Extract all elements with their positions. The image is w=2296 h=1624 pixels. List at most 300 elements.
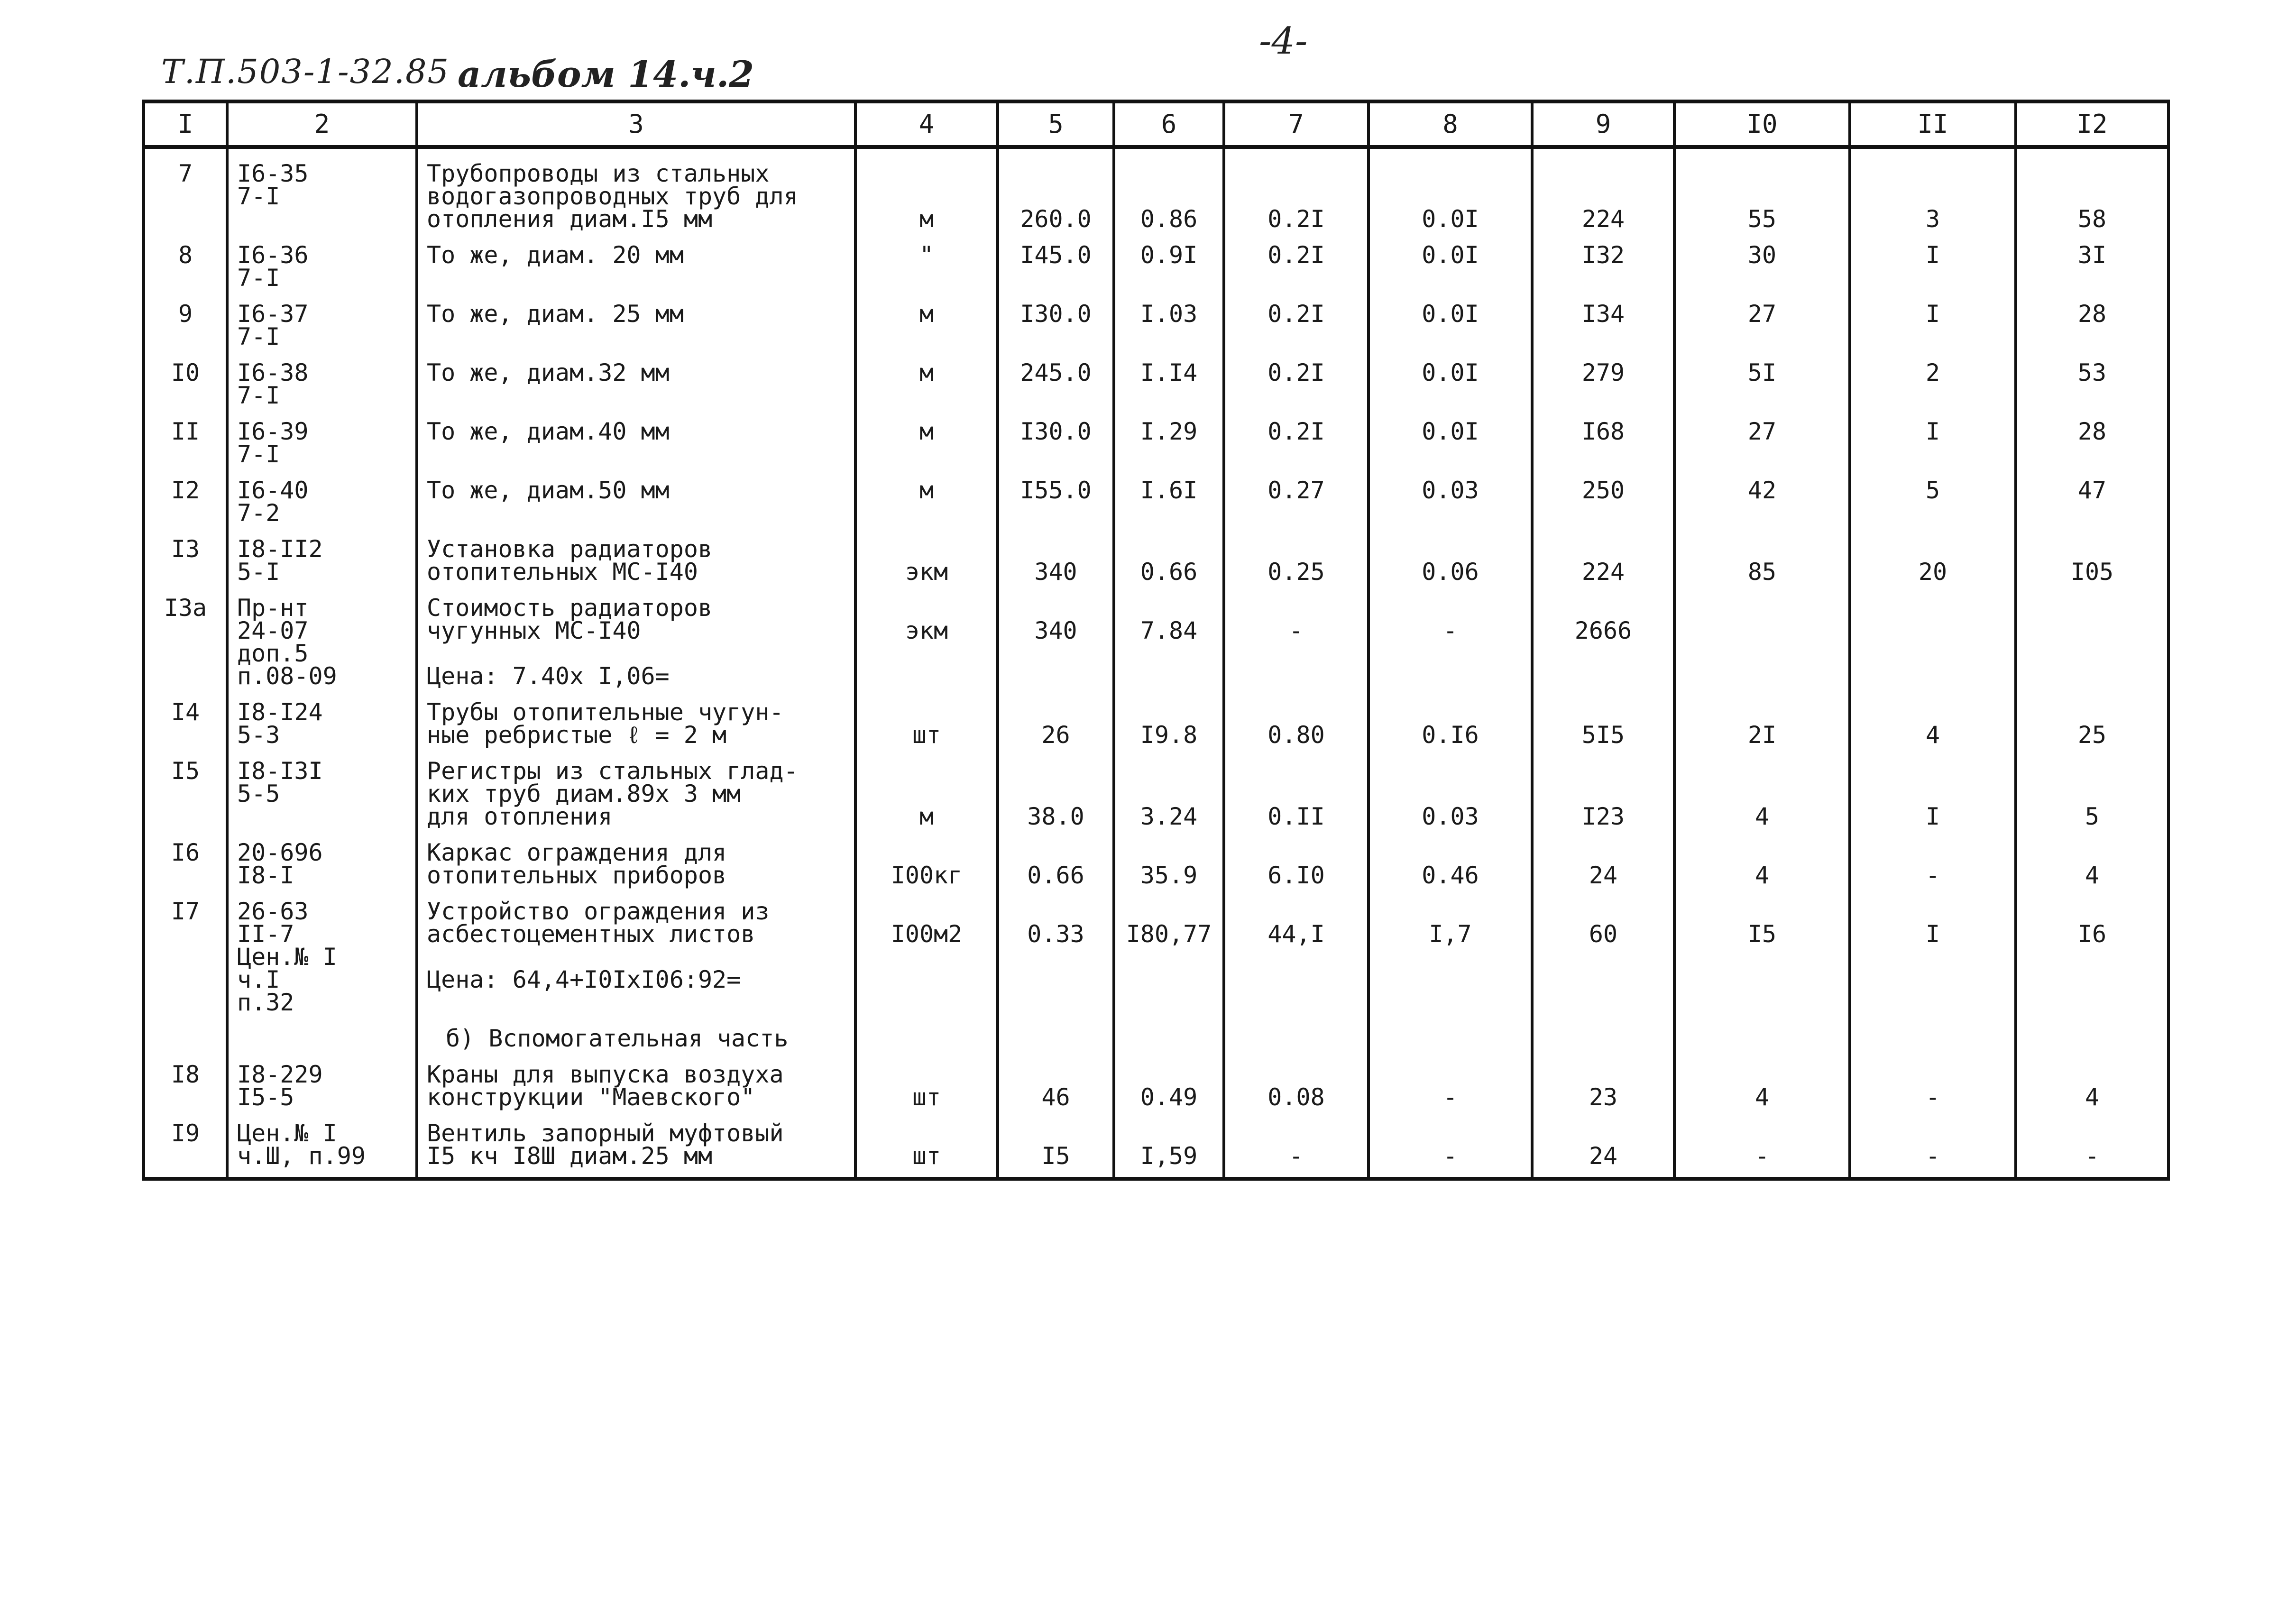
- value-c9: 5I5: [1581, 721, 1625, 749]
- cell-value: [1114, 688, 1224, 749]
- cell-value: [1532, 348, 1674, 407]
- column-header: I2: [2016, 101, 2168, 147]
- code-line: Цен.№ I: [237, 1119, 337, 1147]
- code-line: ч.Ш, п.99: [237, 1142, 366, 1170]
- value-c9: 24: [1589, 1142, 1618, 1170]
- cell-value: [2016, 583, 2168, 688]
- cell-description: [417, 147, 855, 233]
- cell-value: [1674, 688, 1850, 749]
- value-c12: 3I: [2077, 241, 2107, 269]
- value-c7: 0.II: [1267, 803, 1325, 830]
- code-line: п.32: [237, 989, 294, 1016]
- value-c8: 0.0I: [1422, 205, 1479, 233]
- description-line: То же, диам. 25 мм: [427, 300, 684, 328]
- cell-value: [1850, 524, 2016, 586]
- value-c9: 24: [1589, 862, 1618, 889]
- cell-value: [2016, 688, 2168, 749]
- table-row: [144, 466, 2168, 524]
- cell-value: [2016, 746, 2168, 828]
- table-row: [144, 1050, 2168, 1109]
- cell-value: [1850, 407, 2016, 466]
- value-c8: -: [1443, 1142, 1458, 1170]
- value-c12: 53: [2077, 359, 2107, 386]
- section-title: б) Вспомогательная часть: [446, 1025, 789, 1052]
- cell-number: [144, 828, 227, 887]
- cell-value: [1850, 828, 2016, 887]
- cell-value: [1224, 1050, 1368, 1109]
- cell-description: [417, 1014, 855, 1050]
- estimate-table: [142, 100, 2170, 1181]
- value-c6: 35.9: [1140, 862, 1198, 889]
- value-c5: 260.0: [1020, 205, 1092, 233]
- value-c5: I30.0: [1020, 418, 1092, 445]
- table-row: [144, 828, 2168, 887]
- cell-number: [144, 407, 227, 466]
- cell-value: [1674, 887, 1850, 1014]
- column-header: 6: [1114, 101, 1224, 147]
- cell-code: [227, 583, 417, 688]
- value-c6: I80,77: [1126, 920, 1212, 948]
- cell-value: [1368, 147, 1532, 233]
- description-line: Цена: 7.40х I,06=: [427, 662, 670, 690]
- cell-description: [417, 289, 855, 348]
- unit-value: I00м2: [891, 920, 963, 948]
- code-line: 7-I: [237, 183, 280, 210]
- code-line: I5-5: [237, 1083, 294, 1111]
- cell-value: [1674, 828, 1850, 887]
- value-c5: 0.33: [1027, 920, 1084, 948]
- cell-description: [417, 466, 855, 524]
- cell-value: [1532, 688, 1674, 749]
- description-line: асбестоцементных листов: [427, 920, 755, 948]
- unit-value: I00кг: [891, 862, 963, 889]
- cell-code: [227, 147, 417, 230]
- value-c6: I.I4: [1140, 359, 1198, 386]
- description-line: [427, 945, 845, 968]
- table-row: [144, 1109, 2168, 1179]
- cell-value: [2016, 407, 2168, 466]
- table-row: [144, 887, 2168, 1014]
- table-row: [144, 289, 2168, 348]
- table-row: [144, 688, 2168, 746]
- cell-unit: [855, 348, 998, 407]
- code-line: I6-38: [237, 359, 309, 386]
- description-line: для отопления: [427, 803, 613, 830]
- document-reference: Т.П.503-1-32.85: [161, 52, 450, 91]
- cell-value: [1114, 1109, 1224, 1179]
- cell-unit: [855, 230, 998, 289]
- cell-value: [1674, 147, 1850, 233]
- value-c9: 2666: [1574, 617, 1632, 644]
- table-row: [144, 746, 2168, 828]
- cell-value: [1850, 1014, 2016, 1050]
- code-line: II-7: [237, 920, 294, 948]
- description-line: I5 кч I8Ш диам.25 мм: [427, 1142, 713, 1170]
- row-number: I6: [171, 839, 200, 866]
- cell-description: [417, 688, 855, 749]
- value-c8: -: [1443, 617, 1458, 644]
- description-line: Каркас ограждения для: [427, 839, 727, 866]
- cell-value: [998, 688, 1114, 749]
- cell-value: [1674, 466, 1850, 524]
- cell-value: [1532, 583, 1674, 688]
- cell-value: [1674, 1109, 1850, 1179]
- cell-value: [1850, 1109, 2016, 1179]
- cell-number: [144, 230, 227, 289]
- column-header: 2: [227, 101, 417, 147]
- value-c11: I: [1925, 241, 1940, 269]
- cell-value: [1224, 583, 1368, 688]
- cell-value: [1532, 524, 1674, 586]
- cell-value: [1532, 828, 1674, 887]
- value-c12: -: [2085, 1142, 2100, 1170]
- cell-value: [998, 1109, 1114, 1179]
- cell-value: [1224, 147, 1368, 233]
- cell-value: [2016, 828, 2168, 887]
- cell-value: [1674, 407, 1850, 466]
- cell-unit: [855, 828, 998, 887]
- value-c7: -: [1289, 1142, 1304, 1170]
- cell-value: [1224, 289, 1368, 348]
- value-c7: 0.25: [1267, 558, 1325, 586]
- value-c6: 3.24: [1140, 803, 1198, 830]
- description-line: То же, диам.50 мм: [427, 477, 670, 504]
- unit-value: м: [919, 300, 934, 328]
- value-c11: -: [1925, 1083, 1940, 1111]
- description-line: ких труб диам.89х 3 мм: [427, 780, 741, 807]
- cell-value: [1674, 746, 1850, 828]
- column-header: 3: [417, 101, 855, 147]
- value-c7: 0.2I: [1267, 300, 1325, 328]
- value-c7: 0.08: [1267, 1083, 1325, 1111]
- cell-value: [1114, 407, 1224, 466]
- description-line: чугунных МС-I40: [427, 617, 641, 644]
- cell-code: [227, 746, 417, 828]
- cell-value: [1850, 688, 2016, 749]
- cell-unit: [855, 583, 998, 688]
- row-number: I3: [171, 535, 200, 563]
- cell-unit: [855, 1050, 998, 1109]
- page-number: -4-: [1259, 20, 1308, 63]
- cell-value: [1850, 230, 2016, 289]
- value-c10: 30: [1747, 241, 1777, 269]
- cell-number: [144, 1014, 227, 1050]
- cell-value: [1114, 524, 1224, 586]
- cell-description: [417, 887, 855, 1014]
- row-number: I4: [171, 698, 200, 726]
- cell-value: [1532, 289, 1674, 348]
- cell-value: [2016, 1050, 2168, 1109]
- description-line: отопительных МС-I40: [427, 558, 698, 586]
- value-c5: 0.66: [1027, 862, 1084, 889]
- value-c11: -: [1925, 1142, 1940, 1170]
- cell-value: [2016, 887, 2168, 1014]
- value-c9: 23: [1589, 1083, 1618, 1111]
- code-line: I6-35: [237, 160, 309, 187]
- value-c6: I,59: [1140, 1142, 1198, 1170]
- cell-code: [227, 289, 417, 348]
- cell-value: [1850, 746, 2016, 828]
- description-line: отопления диам.I5 мм: [427, 205, 713, 233]
- cell-value: [1674, 1014, 1850, 1050]
- value-c11: 2: [1925, 359, 1940, 386]
- cell-number: [144, 1109, 227, 1179]
- cell-number: [144, 887, 227, 1014]
- cell-value: [998, 466, 1114, 524]
- cell-value: [1674, 583, 1850, 688]
- value-c10: I5: [1747, 920, 1777, 948]
- row-number: 7: [178, 160, 193, 187]
- cell-value: [998, 746, 1114, 828]
- cell-unit: [855, 746, 998, 828]
- cell-unit: [855, 524, 998, 586]
- code-line: Цен.№ I: [237, 943, 337, 971]
- cell-value: [1114, 348, 1224, 407]
- value-c7: -: [1289, 617, 1304, 644]
- value-c7: 0.2I: [1267, 418, 1325, 445]
- description-line: Стоимость радиаторов: [427, 594, 713, 622]
- code-line: I8-II2: [237, 535, 323, 563]
- row-number: I8: [171, 1061, 200, 1088]
- value-c9: I23: [1581, 803, 1625, 830]
- cell-number: [144, 688, 227, 746]
- cell-value: [998, 887, 1114, 1014]
- cell-value: [1368, 1109, 1532, 1179]
- cell-value: [1532, 230, 1674, 289]
- value-c11: 3: [1925, 205, 1940, 233]
- cell-value: [1368, 828, 1532, 887]
- header-row: [144, 101, 2168, 147]
- value-c12: 25: [2077, 721, 2107, 749]
- code-line: 7-I: [237, 440, 280, 468]
- value-c8: 0.03: [1422, 477, 1479, 504]
- value-c10: 4: [1754, 1083, 1770, 1111]
- cell-value: [2016, 289, 2168, 348]
- cell-code: [227, 524, 417, 586]
- cell-value: [998, 348, 1114, 407]
- value-c7: 0.2I: [1267, 241, 1325, 269]
- cell-value: [1368, 348, 1532, 407]
- value-c5: I5: [1041, 1142, 1070, 1170]
- cell-value: [998, 407, 1114, 466]
- cell-value: [2016, 230, 2168, 289]
- value-c12: 5: [2085, 803, 2100, 830]
- value-c12: 28: [2077, 300, 2107, 328]
- table-row: [144, 147, 2168, 230]
- column-header: 5: [998, 101, 1114, 147]
- code-line: I8-229: [237, 1061, 323, 1088]
- unit-value: шт: [912, 721, 941, 749]
- column-header: I: [144, 101, 227, 147]
- value-c10: 55: [1747, 205, 1777, 233]
- value-c6: I.29: [1140, 418, 1198, 445]
- cell-code: [227, 466, 417, 527]
- value-c7: 0.80: [1267, 721, 1325, 749]
- column-header: I0: [1674, 101, 1850, 147]
- cell-value: [1368, 746, 1532, 828]
- cell-value: [1114, 746, 1224, 828]
- cell-description: [417, 524, 855, 586]
- cell-value: [1368, 1014, 1532, 1050]
- cell-value: [1532, 1050, 1674, 1109]
- cell-value: [1224, 348, 1368, 407]
- description-line: Устройство ограждения из: [427, 898, 770, 925]
- code-line: 7-I: [237, 382, 280, 409]
- value-c11: -: [1925, 862, 1940, 889]
- cell-value: [1368, 583, 1532, 688]
- cell-value: [998, 147, 1114, 233]
- code-line: I6-39: [237, 418, 309, 445]
- value-c10: 4: [1754, 862, 1770, 889]
- value-c7: 6.I0: [1267, 862, 1325, 889]
- row-number: I5: [171, 757, 200, 785]
- column-header: II: [1850, 101, 2016, 147]
- unit-value: м: [919, 803, 934, 830]
- cell-value: [998, 230, 1114, 289]
- value-c11: 4: [1925, 721, 1940, 749]
- value-c11: I: [1925, 920, 1940, 948]
- code-line: 7-I: [237, 264, 280, 292]
- description-line: Трубы отопительные чугун-: [427, 698, 784, 726]
- value-c9: 224: [1581, 205, 1625, 233]
- cell-code: [227, 230, 417, 292]
- value-c10: 27: [1747, 300, 1777, 328]
- cell-value: [1850, 466, 2016, 524]
- unit-value: м: [919, 359, 934, 386]
- unit-value: шт: [912, 1083, 941, 1111]
- row-number: I9: [171, 1119, 200, 1147]
- code-line: 24-07: [237, 617, 309, 644]
- cell-value: [1674, 524, 1850, 586]
- cell-value: [998, 524, 1114, 586]
- cell-value: [2016, 524, 2168, 586]
- cell-value: [1850, 583, 2016, 688]
- cell-value: [1224, 1109, 1368, 1179]
- value-c6: I.6I: [1140, 477, 1198, 504]
- cell-value: [1368, 524, 1532, 586]
- description-line: водогазопроводных труб для: [427, 183, 798, 210]
- table-row: [144, 583, 2168, 688]
- row-number: I7: [171, 898, 200, 925]
- value-c11: I: [1925, 418, 1940, 445]
- cell-value: [1532, 466, 1674, 524]
- code-line: 5-I: [237, 558, 280, 586]
- value-c9: I32: [1581, 241, 1625, 269]
- value-c5: I30.0: [1020, 300, 1092, 328]
- cell-value: [2016, 1109, 2168, 1179]
- value-c11: I: [1925, 803, 1940, 830]
- cell-value: [1114, 828, 1224, 887]
- cell-value: [998, 1050, 1114, 1109]
- value-c6: 0.86: [1140, 205, 1198, 233]
- value-c12: [2085, 617, 2099, 644]
- cell-description: [417, 746, 855, 828]
- cell-value: [1674, 1050, 1850, 1109]
- description-line: Краны для выпуска воздуха: [427, 1061, 784, 1088]
- unit-value: м: [919, 205, 934, 233]
- cell-code: [227, 1050, 417, 1109]
- table-body: [144, 147, 2168, 1179]
- row-number: 9: [178, 300, 193, 328]
- value-c9: 60: [1589, 920, 1618, 948]
- album-label: альбом 14.ч.2: [458, 53, 754, 95]
- column-header: 9: [1532, 101, 1674, 147]
- value-c11: 5: [1925, 477, 1940, 504]
- cell-value: [1368, 289, 1532, 348]
- cell-value: [998, 1014, 1114, 1050]
- unit-value: ": [919, 241, 934, 269]
- cell-value: [2016, 466, 2168, 524]
- value-c8: 0.03: [1422, 803, 1479, 830]
- cell-value: [1532, 147, 1674, 233]
- cell-unit: [855, 688, 998, 749]
- cell-description: [417, 583, 855, 688]
- value-c9: 224: [1581, 558, 1625, 586]
- column-header: 7: [1224, 101, 1368, 147]
- value-c9: I34: [1581, 300, 1625, 328]
- value-c10: 85: [1747, 558, 1777, 586]
- code-line: 26-63: [237, 898, 309, 925]
- cell-number: [144, 466, 227, 524]
- cell-value: [1114, 1050, 1224, 1109]
- value-c5: 340: [1034, 558, 1077, 586]
- value-c6: I9.8: [1140, 721, 1198, 749]
- description-line: конструкции "Маевского": [427, 1083, 755, 1111]
- value-c8: -: [1443, 1083, 1458, 1111]
- value-c6: 0.9I: [1140, 241, 1198, 269]
- value-c5: 38.0: [1027, 803, 1084, 830]
- section-row: [144, 1014, 2168, 1050]
- code-line: I6-37: [237, 300, 309, 328]
- value-c10: [1755, 617, 1769, 644]
- description-line: То же, диам.32 мм: [427, 359, 670, 386]
- value-c10: -: [1754, 1142, 1770, 1170]
- description-line: То же, диам. 20 мм: [427, 241, 684, 269]
- cell-value: [855, 1014, 998, 1050]
- value-c5: I55.0: [1020, 477, 1092, 504]
- table-row: [144, 348, 2168, 407]
- cell-unit: [855, 289, 998, 348]
- value-c5: 245.0: [1020, 359, 1092, 386]
- code-line: I8-I24: [237, 698, 323, 726]
- cell-value: [1224, 887, 1368, 1014]
- cell-unit: [855, 887, 998, 1014]
- cell-value: [1368, 688, 1532, 749]
- unit-value: экм: [905, 617, 948, 644]
- cell-number: [144, 348, 227, 407]
- value-c6: 0.49: [1140, 1083, 1198, 1111]
- description-line: То же, диам.40 мм: [427, 418, 670, 445]
- value-c8: 0.06: [1422, 558, 1479, 586]
- table-row: [144, 407, 2168, 466]
- value-c7: 44,I: [1267, 920, 1325, 948]
- cell-code: [227, 828, 417, 887]
- cell-unit: [855, 466, 998, 524]
- value-c8: 0.0I: [1422, 359, 1479, 386]
- code-line: I8-I: [237, 862, 294, 889]
- cell-value: [1368, 407, 1532, 466]
- cell-value: [1224, 466, 1368, 524]
- description-line: Вентиль запорный муфтовый: [427, 1119, 784, 1147]
- cell-value: [1114, 1014, 1224, 1050]
- value-c10: 27: [1747, 418, 1777, 445]
- value-c11: I: [1925, 300, 1940, 328]
- value-c12: 28: [2077, 418, 2107, 445]
- value-c7: 0.2I: [1267, 205, 1325, 233]
- value-c11: 20: [1918, 558, 1947, 586]
- value-c10: 2I: [1747, 721, 1777, 749]
- cell-code: [227, 348, 417, 407]
